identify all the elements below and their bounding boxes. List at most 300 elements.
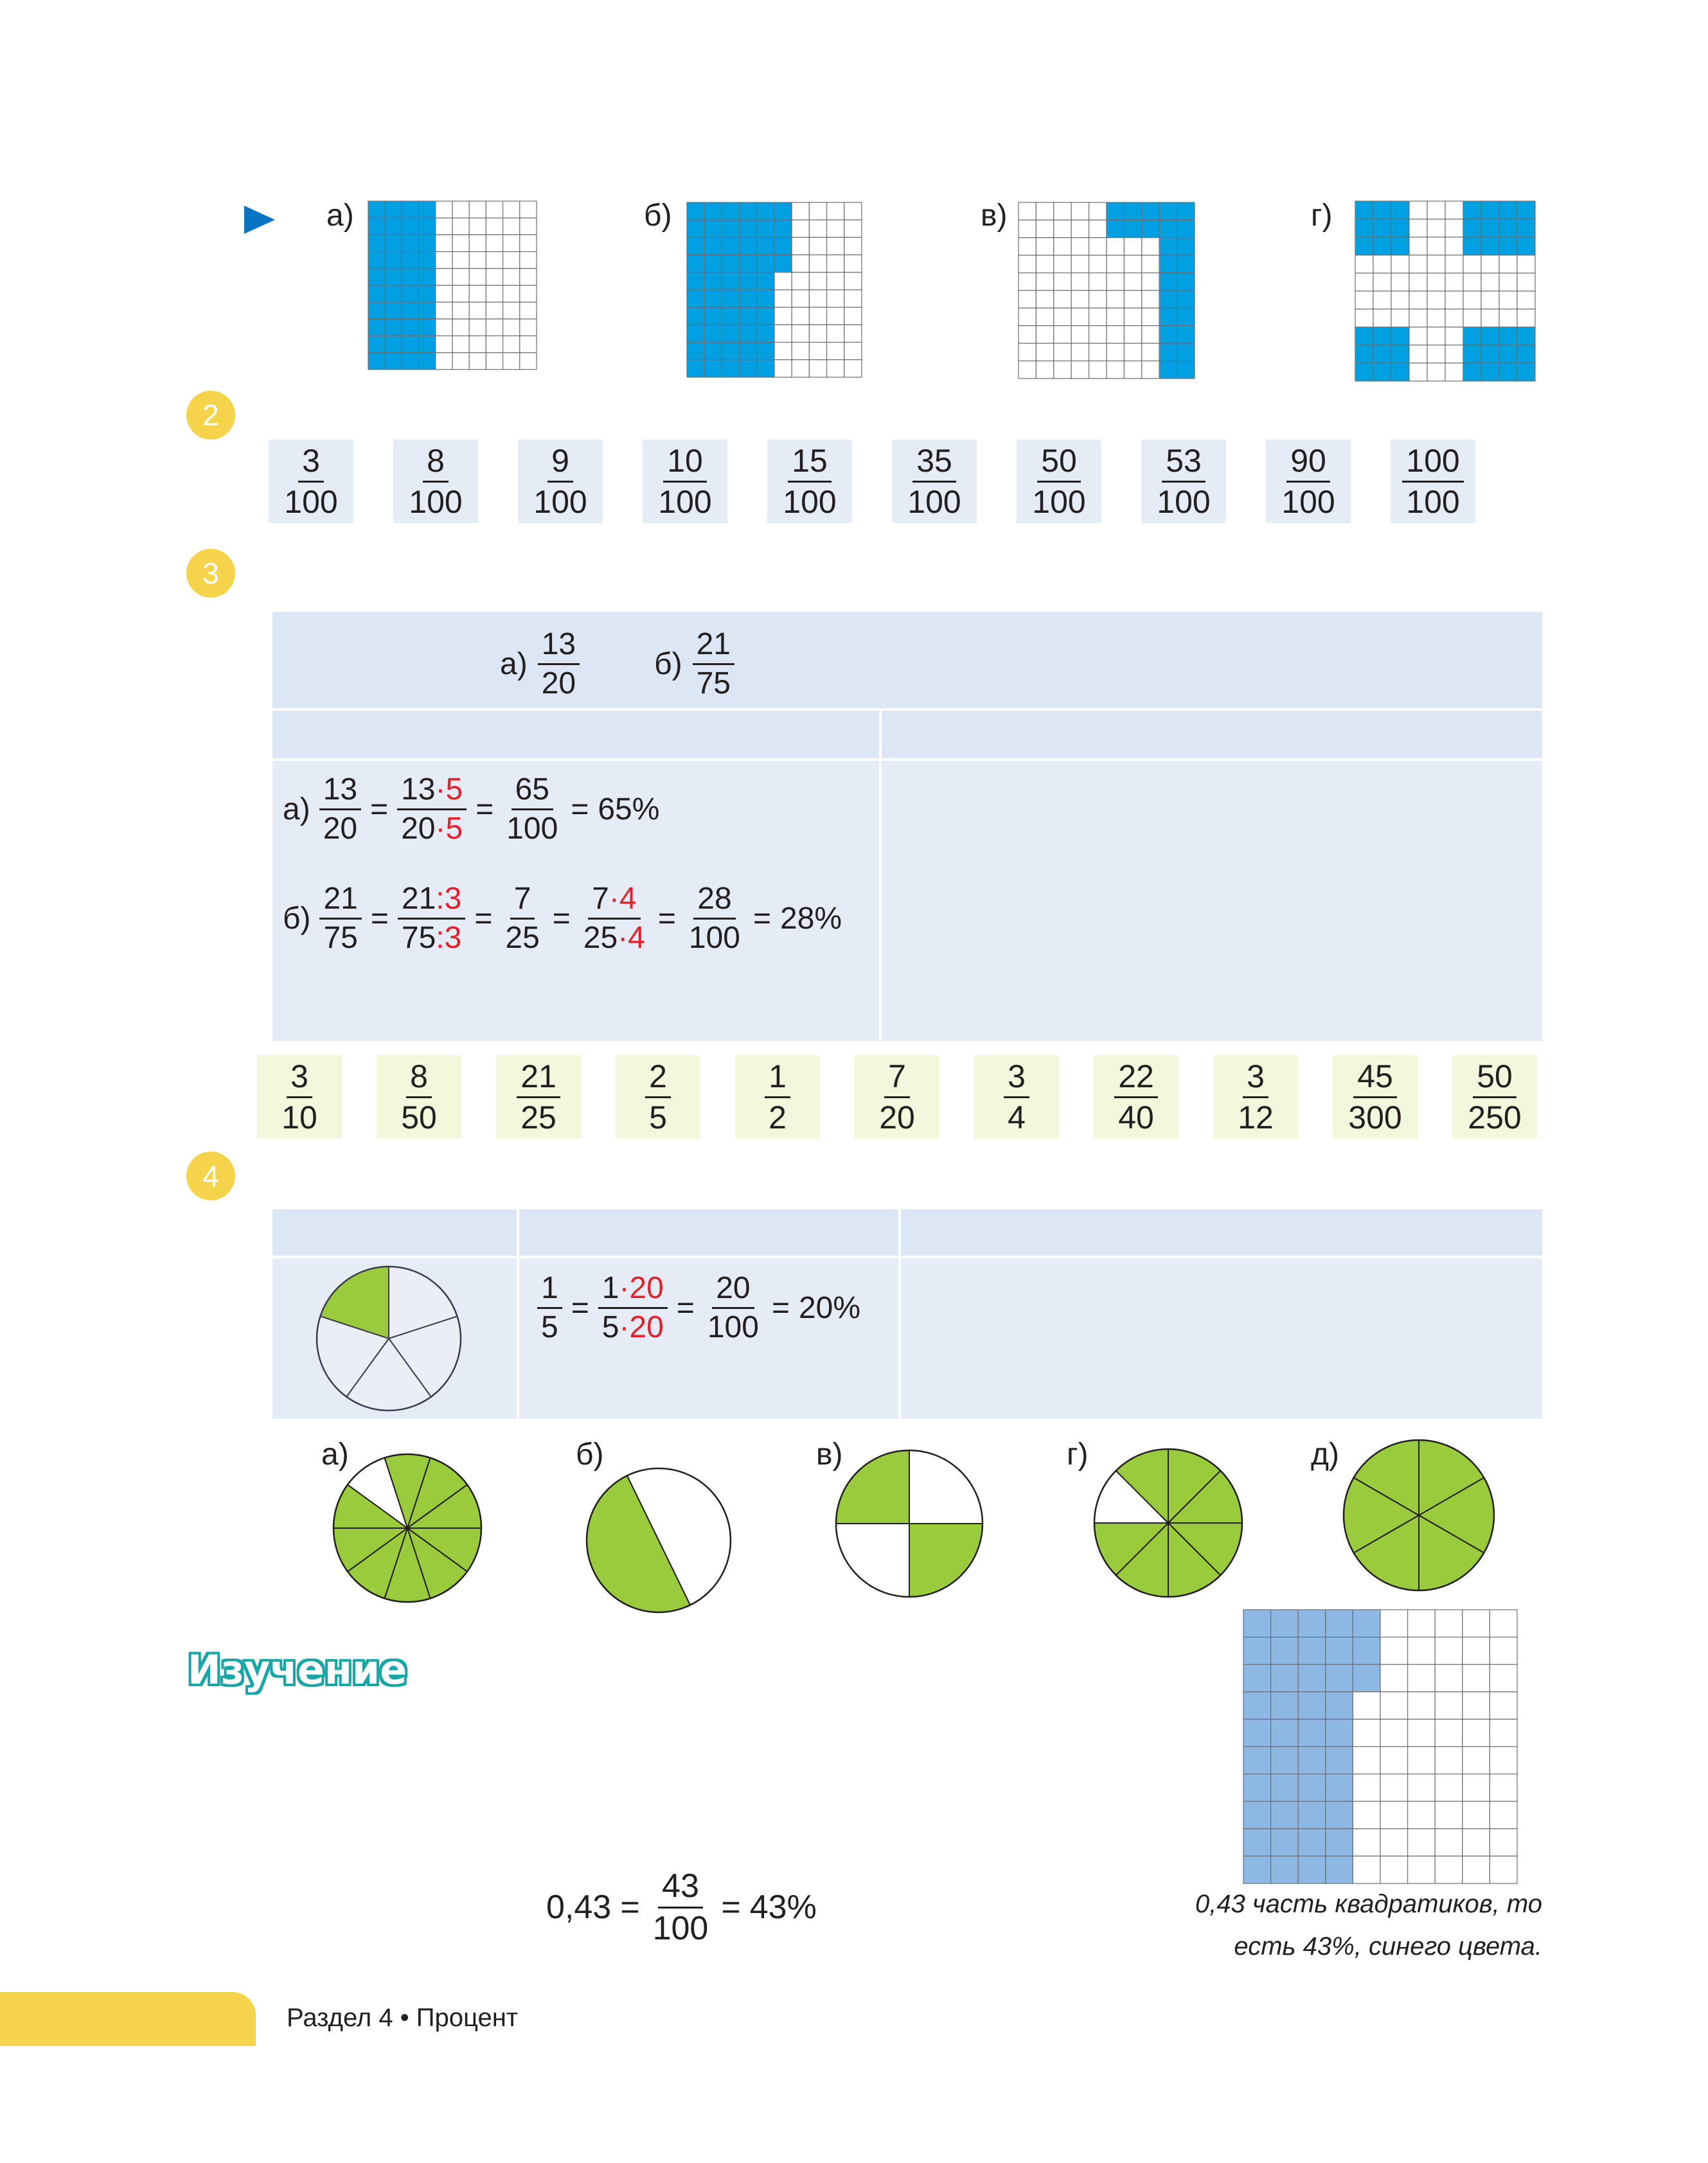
pie-chart-a xyxy=(332,1452,483,1604)
grid-cell xyxy=(452,235,469,251)
grid-cell xyxy=(469,336,486,353)
fraction: $\frac{50}{100}$ xyxy=(1032,443,1086,520)
grid-cell xyxy=(1481,273,1499,291)
grid-cell xyxy=(1353,1664,1380,1692)
fraction: $\frac{15}{100}$ xyxy=(783,443,837,520)
grid-cell xyxy=(1408,1664,1436,1692)
grid-cell xyxy=(520,302,537,319)
grid-cell xyxy=(1089,273,1107,290)
grid-cell xyxy=(792,220,809,237)
grid-cell xyxy=(1355,255,1373,273)
grid-cell xyxy=(1089,238,1107,255)
fraction-expanded: $\frac{7\cdot 4}{25\cdot 4}$ xyxy=(583,882,645,956)
grid-cell xyxy=(1177,255,1195,272)
fraction: $\frac{8}{100}$ xyxy=(409,443,463,520)
grid-label-g: г) xyxy=(1311,199,1333,233)
grid-cell xyxy=(1054,308,1071,325)
fraction-tile xyxy=(855,1055,939,1139)
grid-cell xyxy=(486,201,503,218)
grid-cell xyxy=(757,325,774,342)
grid-cell xyxy=(385,218,402,235)
grid-cell xyxy=(1427,291,1445,309)
grid-cell xyxy=(1490,1774,1517,1802)
grid-cell xyxy=(1409,291,1427,309)
grid-label-b: б) xyxy=(644,199,672,233)
grid-cell xyxy=(1353,1856,1380,1883)
table4-body-3 xyxy=(901,1258,1542,1419)
grid-cell xyxy=(1481,327,1499,345)
grid-cell xyxy=(1499,219,1517,237)
grid-cell xyxy=(385,252,402,269)
grid-cell xyxy=(368,319,385,335)
grid-cell xyxy=(1373,363,1391,381)
fraction-tile xyxy=(1333,1055,1418,1139)
grid-cell xyxy=(722,272,739,290)
grid-cell xyxy=(1409,237,1427,255)
grid-cell xyxy=(1107,238,1124,255)
grid-cell xyxy=(520,285,537,302)
grid-cell xyxy=(486,235,503,251)
grid-cell xyxy=(757,237,774,254)
fraction-tile xyxy=(1452,1055,1537,1139)
grid-cell xyxy=(452,353,469,369)
grid-cell xyxy=(1054,343,1071,360)
fraction-tile xyxy=(393,440,478,523)
grid-cell xyxy=(1107,220,1124,237)
grid-cell xyxy=(503,353,520,369)
grid-cell xyxy=(1463,273,1481,291)
grid-cell xyxy=(757,202,774,220)
play-arrow-icon xyxy=(243,204,276,235)
result-percent: 28% xyxy=(780,902,842,936)
grid-cell xyxy=(1481,291,1499,309)
grid-cell xyxy=(1517,291,1535,309)
grid-cell xyxy=(1435,1637,1463,1665)
grid-cell xyxy=(1243,1856,1271,1883)
pie-sector xyxy=(909,1450,983,1524)
grid-cell xyxy=(1326,1829,1353,1856)
grid-cell xyxy=(1463,237,1481,255)
grid-cell xyxy=(1355,237,1373,255)
grid-cell xyxy=(1463,1637,1490,1665)
grid-cell xyxy=(1159,202,1177,220)
grid-cell xyxy=(469,201,486,218)
grid-cell xyxy=(368,336,385,353)
fraction-tile xyxy=(518,440,603,523)
grid-cell xyxy=(1435,1664,1463,1692)
grid-cell xyxy=(809,307,826,325)
grid-cell xyxy=(1463,1719,1490,1747)
grid-cell xyxy=(1124,308,1141,325)
grid-cell xyxy=(827,220,844,237)
grid-cell xyxy=(1326,1664,1353,1692)
grid-cell xyxy=(1355,363,1373,381)
hundred-grid-43 xyxy=(1243,1609,1518,1884)
grid-cell xyxy=(844,325,862,342)
fraction: $\frac{21}{25}$ xyxy=(517,1060,560,1134)
grid-cell xyxy=(1142,238,1159,255)
grid-cell xyxy=(722,360,739,377)
grid-cell xyxy=(1380,1829,1408,1856)
grid-cell xyxy=(368,269,385,285)
grid-cell xyxy=(1481,201,1499,219)
grid-cell xyxy=(1159,290,1177,308)
grid-cell xyxy=(436,302,452,319)
grid-cell xyxy=(774,202,792,220)
grid-cell xyxy=(1391,309,1409,327)
grid-cell xyxy=(1463,1664,1490,1692)
grid-cell xyxy=(486,336,503,353)
grid-cell xyxy=(687,255,704,272)
grid-cell xyxy=(1373,309,1391,327)
grid-cell xyxy=(1445,309,1463,327)
grid-cell xyxy=(809,237,826,254)
grid-cell xyxy=(827,307,844,325)
grid-cell xyxy=(1298,1801,1326,1829)
hundred-grid-b xyxy=(686,202,862,378)
pie-sector xyxy=(909,1524,983,1597)
grid-cell xyxy=(1019,361,1036,378)
grid-cell xyxy=(402,336,418,353)
grid-cell xyxy=(1177,202,1195,220)
grid-cell xyxy=(1435,1747,1463,1774)
grid-cell xyxy=(1445,255,1463,273)
grid-cell xyxy=(1089,326,1107,343)
fraction: $\frac{1}{5}$ xyxy=(537,1272,562,1344)
grid-cell xyxy=(1271,1747,1299,1774)
grid-cell xyxy=(1089,255,1107,272)
grid-cell xyxy=(1445,237,1463,255)
grid-cell xyxy=(740,237,757,254)
grid-cell xyxy=(1326,1801,1353,1829)
grid-cell xyxy=(402,319,418,335)
grid-cell xyxy=(1107,273,1124,290)
grid-cell xyxy=(1298,1774,1326,1802)
pie-chart-d xyxy=(1342,1438,1496,1592)
fraction-tile xyxy=(1017,440,1101,523)
grid-cell xyxy=(722,202,739,220)
grid-cell xyxy=(486,319,503,335)
grid-cell xyxy=(1490,1610,1517,1637)
grid-cell xyxy=(1019,343,1036,360)
grid-cell xyxy=(1499,273,1517,291)
grid-cell xyxy=(1380,1774,1408,1802)
grid-cell xyxy=(1490,1801,1517,1829)
grid-cell xyxy=(1054,202,1071,220)
grid-cell xyxy=(1019,220,1036,237)
grid-cell xyxy=(1089,220,1107,237)
grid-cell xyxy=(1159,220,1177,237)
grid-cell xyxy=(1159,273,1177,290)
fraction: $\frac{3}{10}$ xyxy=(281,1058,317,1135)
fraction: $\frac{90}{100}$ xyxy=(1281,443,1335,520)
grid-cell xyxy=(1326,1774,1353,1802)
grid-cell xyxy=(722,307,739,325)
grid-cell xyxy=(757,220,774,237)
grid-cell xyxy=(1159,326,1177,343)
grid-cell xyxy=(1036,220,1053,237)
fraction-tile xyxy=(892,440,977,523)
grid-cell xyxy=(1517,327,1535,345)
grid-cell xyxy=(1107,343,1124,360)
grid-cell xyxy=(1499,327,1517,345)
fraction: $\frac{8}{50}$ xyxy=(401,1058,437,1135)
grid-cell xyxy=(1107,326,1124,343)
grid-cell xyxy=(419,201,436,218)
fraction-tile xyxy=(1213,1055,1298,1139)
grid-label-v: в) xyxy=(981,199,1008,233)
grid-cell xyxy=(827,360,844,377)
grid-cell xyxy=(436,353,452,369)
grid-cell xyxy=(1124,343,1141,360)
grid-cell xyxy=(436,252,452,269)
grid-cell xyxy=(1481,345,1499,363)
grid-cell xyxy=(1071,343,1089,360)
grid-cell xyxy=(792,255,809,272)
grid-cell xyxy=(774,272,792,290)
grid-cell xyxy=(503,218,520,235)
grid-cell xyxy=(1271,1801,1299,1829)
fraction-tile xyxy=(974,1055,1059,1139)
grid-cell xyxy=(1355,309,1373,327)
grid-cell xyxy=(1409,363,1427,381)
grid-cell xyxy=(1380,1692,1408,1720)
grid-cell xyxy=(1124,255,1141,272)
grid-cell xyxy=(1036,202,1053,220)
grid-cell xyxy=(1408,1692,1436,1720)
grid-cell xyxy=(1054,361,1071,378)
pie-chart-v xyxy=(834,1448,984,1599)
grid-cell xyxy=(1427,309,1445,327)
grid-cell xyxy=(1124,290,1141,308)
grid-cell xyxy=(1408,1856,1436,1883)
grid-cell xyxy=(1481,219,1499,237)
grid-cell xyxy=(1089,343,1107,360)
grid-cell xyxy=(757,360,774,377)
solution-table-header-left xyxy=(272,711,879,758)
grid-cell xyxy=(1408,1801,1436,1829)
solution-table-body-right xyxy=(882,761,1542,1041)
grid-cell xyxy=(402,269,418,285)
grid-cell xyxy=(1373,345,1391,363)
fraction: $\frac{50}{250}$ xyxy=(1468,1058,1522,1135)
grid-cell xyxy=(436,269,452,285)
grid-cell xyxy=(722,343,739,360)
fraction: $\frac{7}{25}$ xyxy=(505,882,540,956)
fraction: $\frac{21}{75}$ xyxy=(319,883,361,955)
grid-cell xyxy=(792,237,809,254)
grid-cell xyxy=(1177,220,1195,237)
task-label-a: а) xyxy=(500,647,528,682)
pie-chart-g xyxy=(1092,1447,1244,1599)
grid-cell xyxy=(1427,201,1445,219)
grid-cell xyxy=(1036,343,1053,360)
grid-cell xyxy=(1071,326,1089,343)
grid-cell xyxy=(1391,255,1409,273)
grid-cell xyxy=(1391,363,1409,381)
grid-cell xyxy=(469,252,486,269)
grid-cell xyxy=(1463,201,1481,219)
grid-cell xyxy=(1409,345,1427,363)
solution-label: б) xyxy=(283,902,311,936)
grid-cell xyxy=(740,360,757,377)
table4-header-1 xyxy=(272,1209,517,1256)
decimal-value: 0,43 xyxy=(546,1889,612,1927)
grid-cell xyxy=(774,220,792,237)
grid-cell xyxy=(402,252,418,269)
task-fraction-a: $\frac{13}{20}$ xyxy=(538,628,580,700)
grid-cell xyxy=(469,235,486,251)
grid-cell xyxy=(436,336,452,353)
grid-cell xyxy=(1353,1637,1380,1665)
grid-cell xyxy=(687,272,704,290)
grid-cell xyxy=(1408,1719,1436,1747)
grid-cell xyxy=(1380,1801,1408,1829)
grid-cell xyxy=(1243,1637,1271,1665)
grid-cell xyxy=(452,336,469,353)
grid-cell xyxy=(402,235,418,251)
grid-cell xyxy=(740,272,757,290)
grid-cell xyxy=(1177,343,1195,360)
grid-cell xyxy=(1517,363,1535,381)
grid-cell xyxy=(1019,255,1036,272)
grid-cell xyxy=(1355,345,1373,363)
grid-cell xyxy=(1380,1664,1408,1692)
grid-cell xyxy=(452,302,469,319)
grid-cell xyxy=(1054,290,1071,308)
grid-cell xyxy=(1019,273,1036,290)
grid-cell xyxy=(809,325,826,342)
grid-cell xyxy=(757,343,774,360)
grid-cell xyxy=(1124,273,1141,290)
fraction: $\frac{65}{100}$ xyxy=(506,772,558,846)
grid-cell xyxy=(704,237,722,254)
fraction: $\frac{3}{100}$ xyxy=(284,443,338,520)
grid-cell xyxy=(1054,273,1071,290)
grid-cell xyxy=(809,220,826,237)
grid-cell xyxy=(827,343,844,360)
grid-cell xyxy=(1355,219,1373,237)
fraction: $\frac{20}{100}$ xyxy=(707,1271,759,1345)
grid-cell xyxy=(792,272,809,290)
grid-cell xyxy=(1481,309,1499,327)
grid-cell xyxy=(1036,255,1053,272)
grid-cell xyxy=(774,290,792,307)
grid-cell xyxy=(792,325,809,342)
grid-cell xyxy=(1427,237,1445,255)
grid-cell xyxy=(1373,237,1391,255)
grid-cell xyxy=(1517,255,1535,273)
grid-cell xyxy=(1142,255,1159,272)
grid-cell xyxy=(1298,1664,1326,1692)
grid-cell xyxy=(1271,1856,1299,1883)
grid-cell xyxy=(368,285,385,302)
grid-cell xyxy=(1353,1829,1380,1856)
grid-cell xyxy=(1435,1829,1463,1856)
grid-cell xyxy=(1499,255,1517,273)
grid-cell xyxy=(1243,1747,1271,1774)
grid-cell xyxy=(704,255,722,272)
grid-cell xyxy=(704,307,722,325)
grid-cell xyxy=(1463,345,1481,363)
grid-cell xyxy=(1353,1747,1380,1774)
grid-cell xyxy=(1373,219,1391,237)
fraction-tile xyxy=(643,440,727,523)
grid-cell xyxy=(1124,220,1141,237)
grid-cell xyxy=(1019,290,1036,308)
grid-cell xyxy=(385,269,402,285)
grid-cell xyxy=(1142,202,1159,220)
grid-cell xyxy=(1124,238,1141,255)
grid-cell xyxy=(1391,273,1409,291)
grid-cell xyxy=(419,285,436,302)
grid-cell xyxy=(486,353,503,369)
grid-cell xyxy=(1036,326,1053,343)
grid-cell xyxy=(740,255,757,272)
grid-cell xyxy=(1353,1774,1380,1802)
grid-cell xyxy=(1298,1692,1326,1720)
grid-cell xyxy=(687,360,704,377)
grid-cell xyxy=(1391,345,1409,363)
grid-cell xyxy=(1499,237,1517,255)
grid-cell xyxy=(1271,1774,1299,1802)
grid-cell xyxy=(368,302,385,319)
grid-cell xyxy=(687,290,704,307)
grid-cell xyxy=(1243,1664,1271,1692)
grid-cell xyxy=(1298,1747,1326,1774)
grid-cell xyxy=(1445,201,1463,219)
grid-cell xyxy=(1427,255,1445,273)
grid-cell xyxy=(1142,361,1159,378)
grid-cell xyxy=(1326,1856,1353,1883)
grid-cell xyxy=(1435,1774,1463,1802)
grid-cell xyxy=(1071,202,1089,220)
footer-section-title: Раздел 4 • Процент xyxy=(287,2004,519,2032)
grid-cell xyxy=(385,235,402,251)
grid-cell xyxy=(520,235,537,251)
grid-cell xyxy=(1408,1829,1436,1856)
fraction: $\frac{10}{100}$ xyxy=(658,443,712,520)
grid-cell xyxy=(520,336,537,353)
fraction: $\frac{28}{100}$ xyxy=(688,882,740,956)
grid-cell xyxy=(1373,255,1391,273)
grid-cell xyxy=(419,218,436,235)
grid-cell xyxy=(469,218,486,235)
exercise-number-badge: 2 xyxy=(186,391,235,440)
grid-cell xyxy=(740,290,757,307)
grid-cell xyxy=(1481,237,1499,255)
grid-cell xyxy=(1071,238,1089,255)
grid-cell xyxy=(687,220,704,237)
fraction: $\frac{13}{20}$ xyxy=(319,774,361,846)
fraction-expanded: $\frac{13\cdot 5}{20\cdot 5}$ xyxy=(397,774,467,846)
grid-cell xyxy=(1271,1664,1299,1692)
caption-line-1: 0,43 часть квадратиков, то xyxy=(1195,1890,1542,1918)
grid-cell xyxy=(1107,255,1124,272)
grid-cell xyxy=(436,319,452,335)
grid-cell xyxy=(1445,345,1463,363)
grid-cell xyxy=(1107,361,1124,378)
solution-a: а) $\frac{13}{20}$ = $\frac{13\cdot 5}{20\cdot 5}$ = $\frac{65}{100}$ = 65% xyxy=(283,772,660,846)
grid-cell xyxy=(385,201,402,218)
grid-cell xyxy=(436,285,452,302)
grid-cell xyxy=(1481,363,1499,381)
fraction-tile xyxy=(616,1055,700,1139)
exercise-number-badge: 3 xyxy=(186,549,235,598)
table4-header-2 xyxy=(519,1209,898,1256)
grid-cell xyxy=(740,343,757,360)
grid-cell xyxy=(1499,201,1517,219)
